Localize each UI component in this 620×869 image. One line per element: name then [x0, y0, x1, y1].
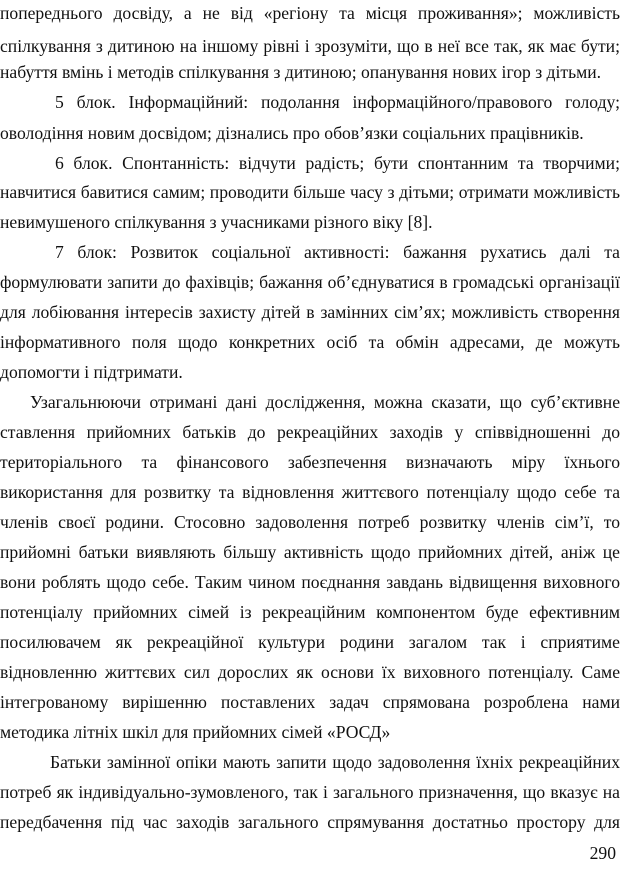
text-line: оволодіння новим досвідом; дізнались про обов’язки соціальних працівників. — [0, 123, 584, 143]
text-line: допомогти і підтримати. — [0, 362, 183, 382]
text-line: навчитися бавитися самим; проводити більше часу з дітьми; отримати можливість — [0, 182, 620, 202]
text-line: ставлення прийомних батьків до рекреаційних заходів у співвідношенні до — [0, 422, 620, 442]
text-line: невимушеного спілкування з учасниками різного віку [8]. — [0, 212, 433, 232]
text-line: формулювати запити до фахівців; бажання об’єднуватися в громадські організації — [0, 272, 620, 292]
text-line: членів своєї родини. Стосовно задоволення потреб розвитку членів сім’ї, то — [0, 512, 620, 532]
text-line: використання для розвитку та відновлення життєвого потенціалу щодо себе та — [0, 482, 620, 502]
text-line: вони роблять щодо себе. Таким чином поєднання завдань відвищення виховного — [0, 572, 620, 592]
text-line: прийомні батьки виявляють більшу активність щодо прийомних дітей, аніж це — [0, 542, 620, 562]
page-number: 290 — [589, 843, 616, 863]
text-line: інформативного поля щодо конкретних осіб та обмін адресами, де можуть — [0, 332, 620, 352]
text-line: 6 блок. Спонтанність: відчути радість; бути спонтанним та творчими; — [55, 153, 620, 173]
text-line: посилювачем як рекреаційної культури родини загалом так і сприятиме — [0, 632, 620, 652]
text-line: спілкування з дитиною на іншому рівні і зрозуміти, що в неї все так, як має бути; — [0, 36, 620, 56]
text-line: інтегрованому вирішенню поставлених задач спрямована розроблена нами — [0, 692, 620, 712]
text-line: територіального та фінансового забезпечення визначають міру їхнього — [0, 452, 620, 472]
text-line: набуття вмінь і методів спілкування з дитиною; опанування нових ігор з дітьми. — [0, 62, 602, 82]
text-line: передбачення під час заходів загального спрямування достатньо простору для — [0, 812, 620, 832]
text-line: попереднього досвіду, а не від «регіону та місця проживання»; можливість — [0, 3, 620, 23]
text-line: для лобіювання інтересів захисту дітей в замінних сім’ях; можливість створення — [0, 302, 620, 322]
text-line: відновленню життєвих сил дорослих як основи їх виховного потенціалу. Саме — [0, 662, 620, 682]
text-line: Батьки замінної опіки мають запити щодо задоволення їхніх рекреаційних — [50, 752, 620, 772]
text-line: потреб як індивідуально-зумовленого, так і загального призначення, що вказує на — [0, 782, 620, 802]
text-line: 7 блок: Розвиток соціальної активності: бажання рухатись далі та — [55, 242, 620, 262]
text-line: Узагальнюючи отримані дані дослідження, можна сказати, що суб’єктивне — [30, 392, 620, 412]
text-line: методика літніх шкіл для прийомних сімей «РОСД» — [0, 722, 391, 742]
text-line: 5 блок. Інформаційний: подолання інформаційного/правового голоду; — [55, 92, 620, 112]
text-line: потенціалу прийомних сімей із рекреаційним компонентом буде ефективним — [0, 602, 620, 622]
